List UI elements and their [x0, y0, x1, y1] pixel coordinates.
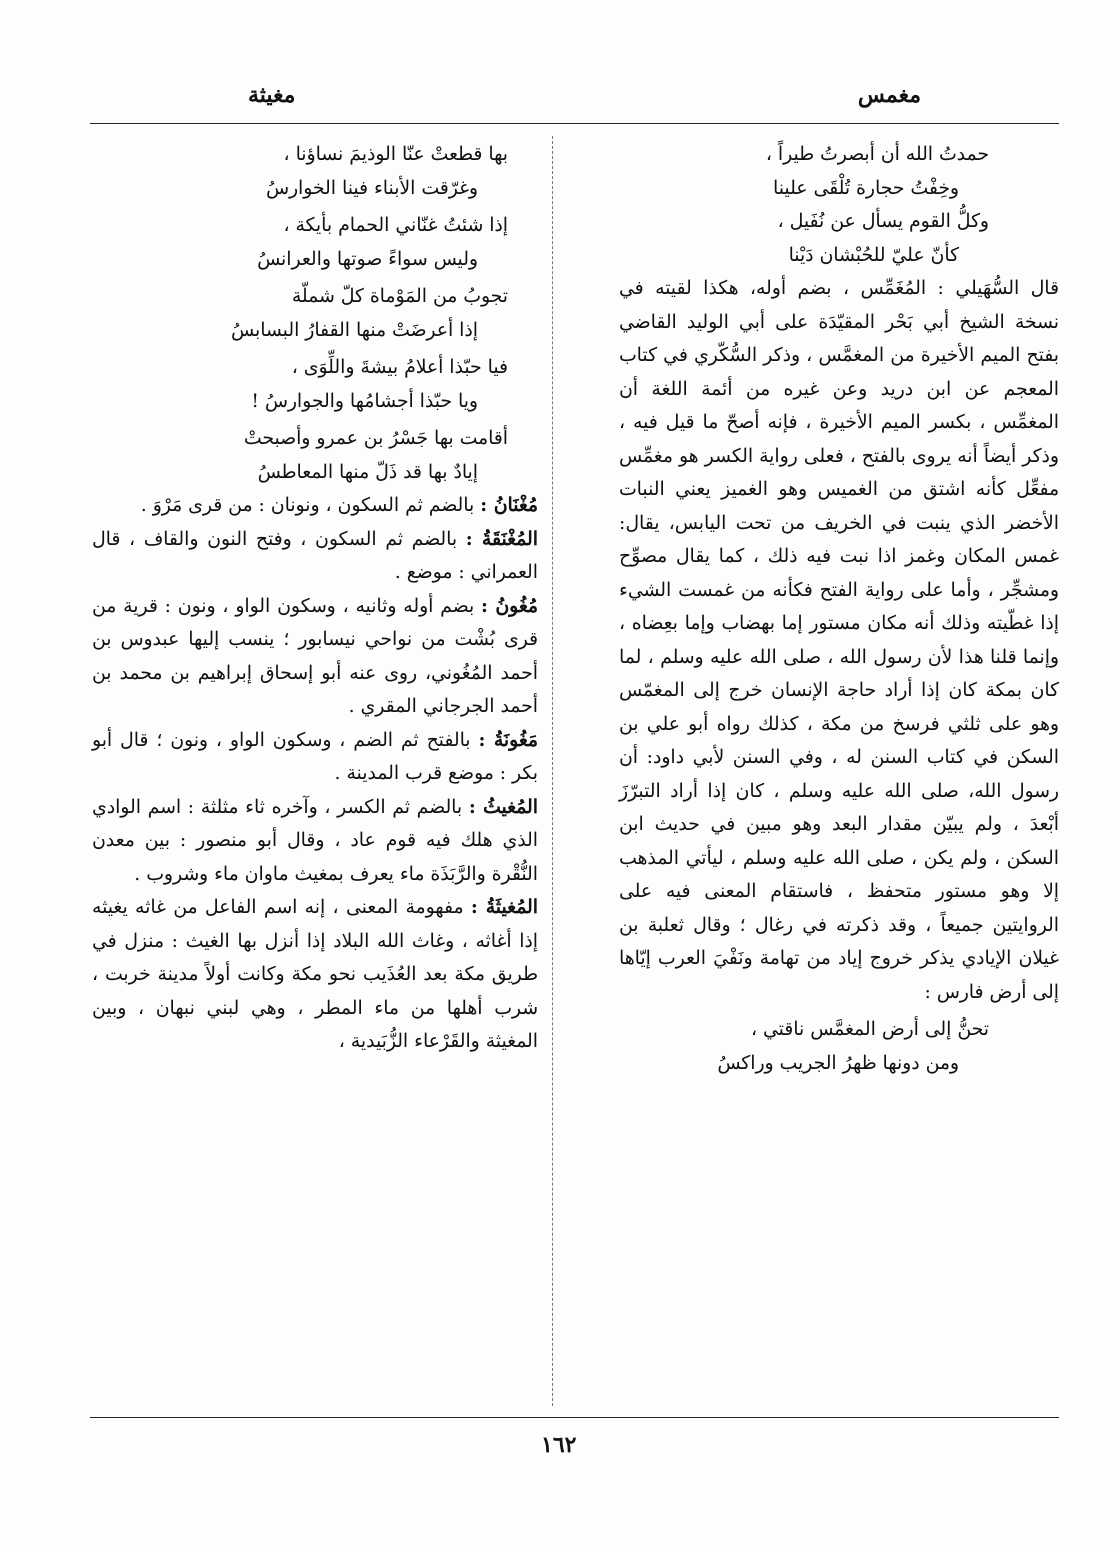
page-number: ١٦٢ — [541, 1432, 577, 1458]
verse-line: فيا حبّذا أعلامُ بيشةَ واللِّوَى ، — [291, 357, 508, 378]
poem-verse — [92, 209, 538, 276]
entry-text: بالضم ثم الكسر ، وآخره ثاء مثلثة : اسم الوادي الذي هلك فيه قوم عاد ، وقال أبو منصور : بين معدن النُّقْرة والرَّبَذَة ماء يعرف بمغيث ماوان ماء وشروب . — [92, 796, 538, 885]
verse-line: وكلُّ القوم يسأل عن نُفَيل ، — [777, 211, 989, 232]
poem-verse — [92, 280, 538, 347]
running-header-right: مغمس — [857, 82, 921, 108]
entry-text: مفهومة المعنى ، إنه اسم الفاعل من غاثه يغيثه إذا أغاثه ، وغاث الله البلاد إذا أنزل بها الغيث : منزل في طريق مكة بعد العُذَيب نحو مكة وكانت أولاً مدينة خربت ، شرب أهلها من ماء المطر ، وهي لبني نبهان ، وبين المغيثة والقَرْعاء الزُّبَيدية ، — [92, 897, 538, 1052]
entry-text: بالفتح ثم الضم ، وسكون الواو ، ونون ؛ قال أبو بكر : موضع قرب المدينة . — [92, 729, 538, 784]
verse-line: بها قطعتْ عنّا الوذيمَ نساؤنا ، — [283, 144, 508, 165]
verse-line: وخِفْتُ حجارة تُلْقَى علينا — [773, 177, 959, 199]
verse-line: وغرّقت الأبناء فينا الخوارسُ — [266, 177, 478, 199]
entry-headword: المُغيثَةُ : — [470, 896, 538, 918]
verse-line: كأنّ عليّ للحُبْشان دَيْنا — [788, 244, 959, 266]
entry-text: بالضم ثم السكون ، ونونان : من قرى مَرْوَ . — [140, 495, 475, 516]
dictionary-entry — [92, 724, 538, 791]
dictionary-entry — [92, 590, 538, 724]
verse-line: تحنُّ إلى أرض المغمَّس ناقتي ، — [750, 1019, 989, 1040]
header-rule — [90, 123, 1059, 124]
dictionary-entry — [92, 523, 538, 590]
entry-text: بالضم ثم السكون ، وفتح النون والقاف ، قال العمراني : موضع . — [92, 528, 538, 583]
verse-line: ومن دونها ظهرُ الجريب وراكسُ — [717, 1052, 959, 1074]
verse-line: إذا أعرضَتْ منها القفارُ البسابسُ — [231, 319, 478, 341]
footer-rule — [90, 1417, 1059, 1418]
entry-headword: المُغْنَقَةُ : — [465, 527, 538, 550]
poem-verse — [619, 138, 1059, 272]
entry-text: بضم أوله وثانيه ، وسكون الواو ، ونون : قرية من قرى بُشْت من نواحي نيسابور ؛ ينسب إليها عبدوس بن أحمد المُغُوني، روى عنه أبو إسحاق إبراهيم بن محمد بن أحمد الجرجاني المقري . — [92, 595, 538, 717]
entry-headword: مُغُونُ : — [481, 594, 538, 617]
entry-headword: مَغُونَةُ : — [478, 728, 538, 751]
prose-paragraph: قال السُّهَيلي : المُغَمِّس ، بضم أوله، هكذا لقيته في نسخة الشيخ أبي بَحْر المقيّدَة على أبي الوليد القاضي بفتح الميم الأخيرة من المغمَّس ، وذكر السُّكّري في كتاب المعجم عن ابن دريد وعن غيره من أئمة اللغة أن المغمِّس ، بكسر الميم الأخيرة ، فإنه أصحّ ما قيل فيه ، وذكر أيضاً أنه يروى بالفتح ، فعلى رواية الكسر هو مغمِّس مفعِّل كأنه اشتق من الغميس وهو الغميز يعني النبات الأخضر الذي ينبت في الخريف من تحت اليابس، يقال: غمس المكان وغمز اذا نبت فيه ذلك ، كما يقال مصوِّح ومشجِّر ، وأما على رواية الفتح فكأنه من غمست الشيء إذا غطّيته وذلك أنه مكان مستور إما بهضاب وإما بعِضاه ، وإنما قلنا هذا لأن رسول الله ، صلى الله عليه وسلم ، لما كان بمكة كان إذا أراد حاجة الإنسان خرج إلى المغمّس وهو على ثلثي فرسخ من مكة ، كذلك رواه أبو علي بن السكن في كتاب السنن له ، وفي السنن لأبي داود: أن رسول الله، صلى الله عليه وسلم ، كان إذا أراد التبرّزَ أبْعدَ ، ولم يبيّن مقدار البعد وهو مبين في حديث ابن السكن ، ولم يكن ، صلى الله عليه وسلم ، ليأتي المذهب إلا وهو مستور متحفظ ، فاستقام المعنى فيه على الروايتين جميعاً ، وقد ذكرته في رغال ؛ وقال ثعلبة بن غيلان الإيادي يذكر خروج إياد من تهامة ونَفْيَ العرب إيّاها إلى أرض فارس : — [619, 278, 1059, 1003]
entry-headword: المُغيثُ : — [468, 795, 538, 818]
verse-line: وليس سواءً صوتها والعرانسُ — [257, 248, 478, 270]
poem-verse — [619, 1013, 1059, 1080]
verse-line: تجوبُ من المَوْماة كلّ شملّة — [291, 286, 508, 307]
verse-line: إيادٌ بها قد ذَلّ منها المعاطسُ — [257, 461, 478, 483]
poem-verse — [92, 138, 538, 205]
poem-verse — [92, 351, 538, 418]
poem-verse — [92, 422, 538, 489]
verse-line: إذا شئتُ غنّاني الحمام بأيكة ، — [283, 215, 508, 236]
dictionary-entry — [92, 791, 538, 892]
right-column — [619, 138, 1059, 1080]
dictionary-entry — [92, 891, 538, 1059]
entry-headword: مُغْنَانُ : — [480, 494, 538, 516]
verse-line: ويا حبّذا أجشامُها والجوارسُ ! — [251, 390, 478, 412]
verse-line: أقامت بها جَسْرُ بن عمرو وأصبحتْ — [243, 428, 508, 449]
dictionary-entry — [92, 489, 538, 523]
verse-line: حمدتُ الله أن أبصرتُ طيراً ، — [765, 144, 989, 165]
column-divider — [552, 136, 557, 1406]
running-header-left: مغيثة — [248, 82, 296, 108]
left-column — [92, 138, 538, 1059]
